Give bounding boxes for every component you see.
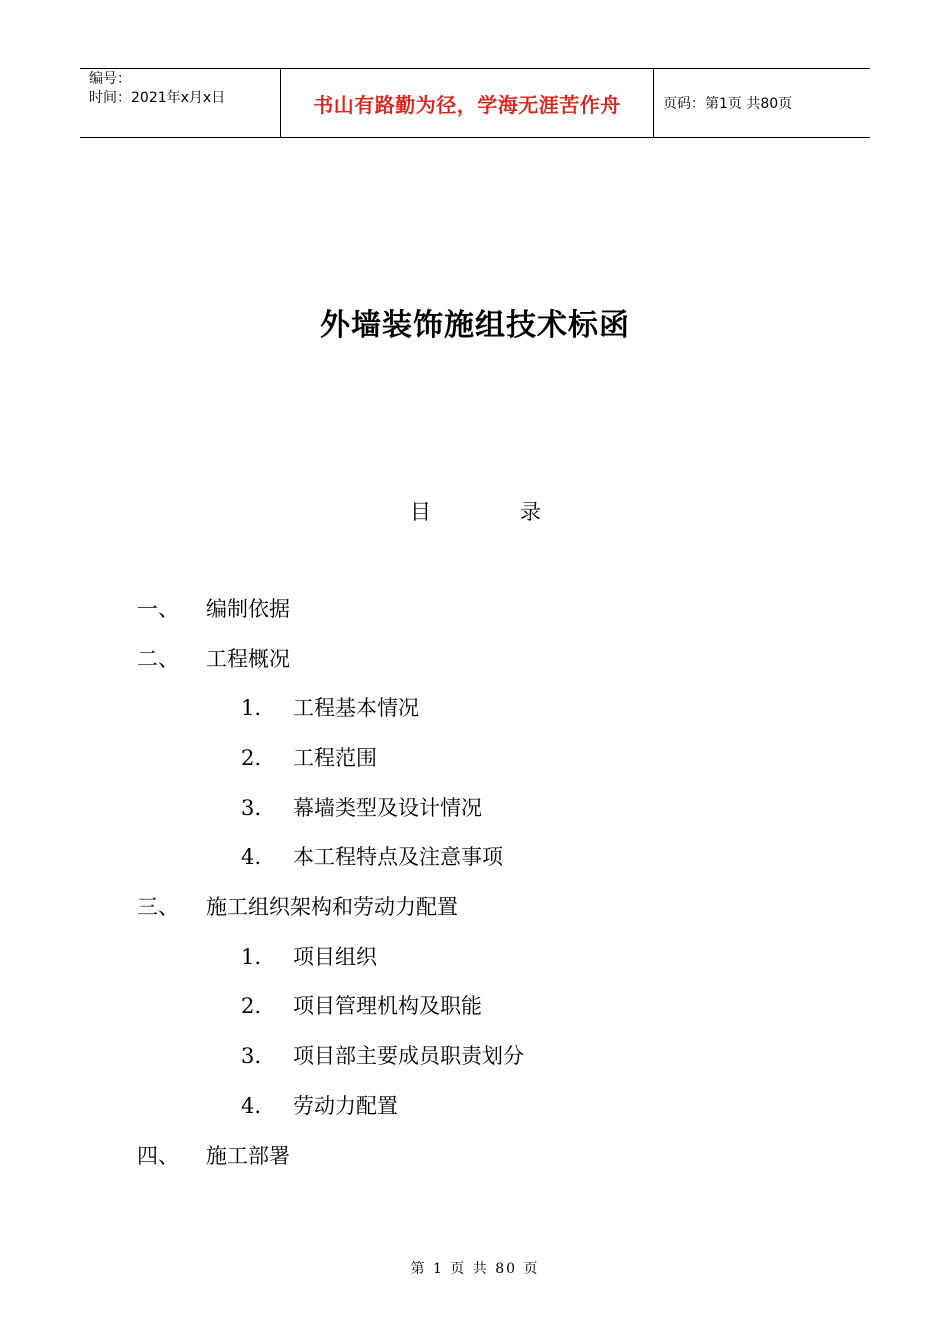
header-middle-cell xyxy=(281,69,654,137)
toc-item-number: 3. xyxy=(241,1044,262,1068)
toc-item-number: 3. xyxy=(241,796,262,820)
toc-heading-right: 录 xyxy=(520,500,541,524)
toc-item-text: 编制依据 xyxy=(206,597,290,621)
toc-item-text: 工程基本情况 xyxy=(293,696,419,720)
toc-item-text: 劳动力配置 xyxy=(293,1094,398,1118)
toc-item-text: 项目管理机构及职能 xyxy=(293,994,482,1018)
header-motto: 书山有路勤为径，学海无涯苦作舟 xyxy=(313,92,621,117)
number-label: 编号： xyxy=(89,71,131,87)
toc-item-text: 工程概况 xyxy=(206,647,290,671)
toc-item-text: 项目组织 xyxy=(293,945,377,969)
toc-item-text: 幕墙类型及设计情况 xyxy=(293,796,482,820)
toc-item-number: 1. xyxy=(241,945,262,969)
toc-item-number: 2. xyxy=(241,994,262,1018)
toc-item-text: 施工部署 xyxy=(206,1144,290,1168)
toc-heading-left: 目 xyxy=(410,500,431,524)
toc-item-text: 施工组织架构和劳动力配置 xyxy=(206,895,458,919)
toc-item-number: 三、 xyxy=(137,895,179,919)
document-title: 外墙装饰施组技术标函 xyxy=(320,308,630,343)
header-left-cell xyxy=(80,69,281,137)
toc-item-number: 4. xyxy=(241,1094,262,1118)
toc-item-text: 项目部主要成员职责划分 xyxy=(293,1044,524,1068)
toc-item-number: 2. xyxy=(241,746,262,770)
toc-item-number: 二、 xyxy=(137,647,179,671)
toc-item-text: 本工程特点及注意事项 xyxy=(293,845,503,869)
page-info: 页码：第1页 共80页 xyxy=(663,96,793,112)
toc-item-number: 4. xyxy=(241,845,262,869)
header-right-cell xyxy=(654,69,870,137)
page-header xyxy=(80,68,870,138)
page-footer: 第 1 页 共 80 页 xyxy=(410,1261,540,1277)
toc-item-text: 工程范围 xyxy=(293,746,377,770)
toc-item-number: 1. xyxy=(241,696,262,720)
toc-item-number: 四、 xyxy=(137,1144,179,1168)
toc-item-number: 一、 xyxy=(137,597,179,621)
date-label: 时间：2021年x月x日 xyxy=(89,90,226,106)
